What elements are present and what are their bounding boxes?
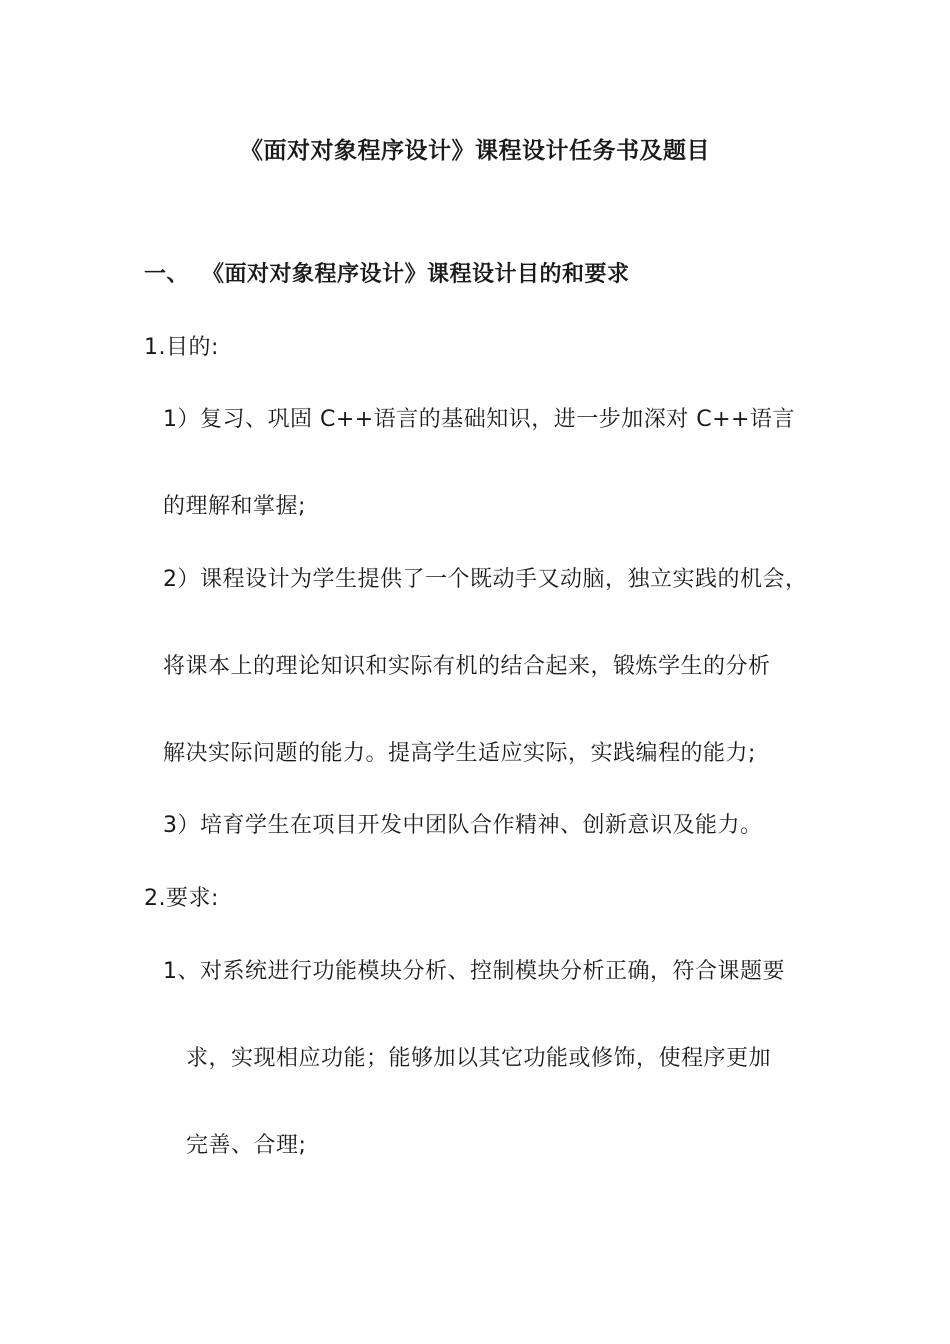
section-heading <box>144 260 630 290</box>
section-title: 《面对对象程序设计》课程设计目的和要求 <box>202 262 630 287</box>
purpose-item-3-line-1: 3）培育学生在项目开发中团队合作精神、创新意识及能力。 <box>163 813 763 838</box>
purpose-item-2-line-1: 2）课程设计为学生提供了一个既动手又动脑，独立实践的机会， <box>163 567 808 592</box>
requirement-item-1-line-3: 完善、合理; <box>186 1133 307 1158</box>
purpose-item-2-line-3: 解决实际问题的能力。提高学生适应实际，实践编程的能力; <box>163 741 756 766</box>
document-title: 《面对对象程序设计》课程设计任务书及题目 <box>240 138 710 164</box>
purpose-label: 1.目的: <box>144 335 219 360</box>
purpose-item-1-line-2: 的理解和掌握; <box>163 494 306 519</box>
purpose-item-1-line-1: 1）复习、巩固 C++语言的基础知识，进一步加深对 C++语言 <box>163 407 795 432</box>
requirements-label: 2.要求: <box>144 886 219 911</box>
requirement-item-1-line-1: 1、对系统进行功能模块分析、控制模块分析正确，符合课题要 <box>163 959 785 984</box>
purpose-item-2-line-2: 将课本上的理论知识和实际有机的结合起来，锻炼学生的分析 <box>163 654 771 679</box>
requirement-item-1-line-2: 求，实现相应功能；能够加以其它功能或修饰，使程序更加 <box>186 1046 772 1071</box>
section-number: 一、 <box>144 262 190 287</box>
